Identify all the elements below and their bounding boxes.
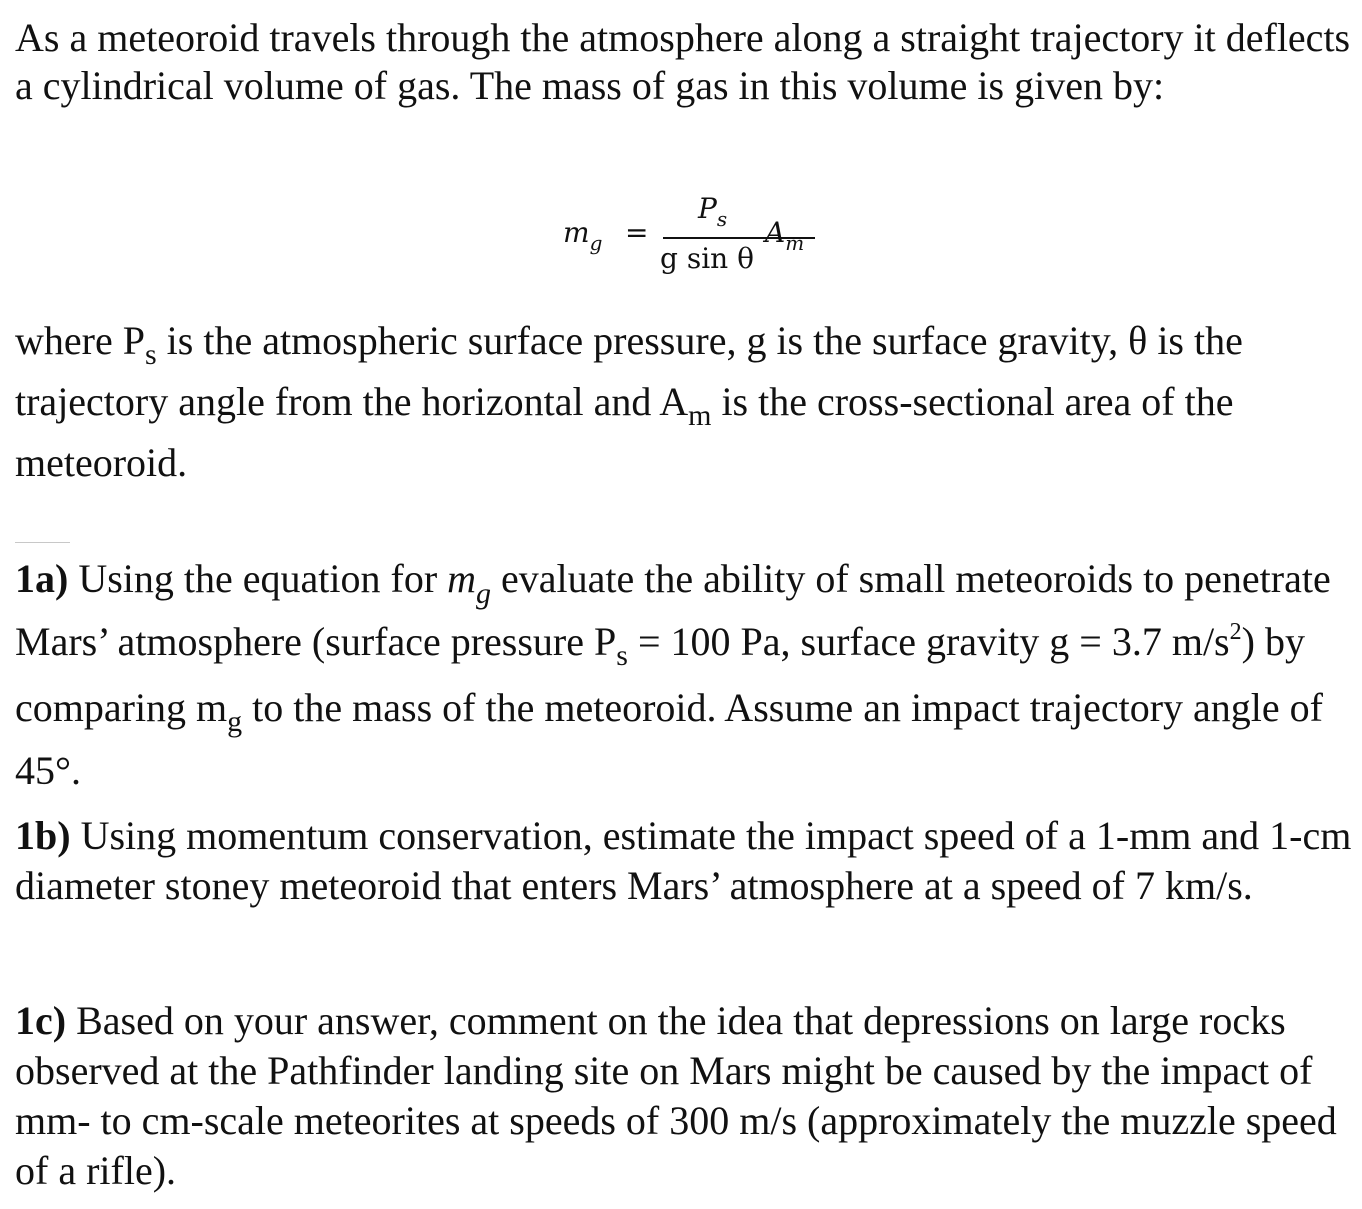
numerator-subscript: s [716, 207, 728, 231]
definitions-paragraph [15, 312, 1355, 491]
divider-line [15, 542, 70, 543]
question-1a-math [447, 556, 492, 610]
equation-denominator: g sin θ [660, 242, 754, 275]
equation-factor [765, 216, 805, 255]
definitions-text-1: where P [15, 318, 145, 363]
question-1c [15, 996, 1355, 1196]
lhs-subscript: g [589, 231, 603, 255]
question-1a-label: 1a) [15, 556, 69, 601]
factor-subscript: m [785, 231, 805, 255]
question-1a-text-3: = 100 Pa, surface gravity g = 3.7 m/s [627, 619, 1230, 664]
question-1b [15, 811, 1355, 911]
intro-paragraph [15, 14, 1355, 110]
equation-numerator [698, 192, 728, 231]
intro-text: As a meteoroid travels through the atmosphere along a straight trajectory it deflects a cylindrical volume of gas. The mass of gas in this volume is given by: [15, 15, 1351, 108]
question-1a-subscript-g: g [227, 705, 243, 738]
equals-sign: = [625, 216, 649, 249]
definitions-text-3: is the cross-sectional area of the meteoroid. [15, 379, 1234, 485]
question-1a-text-5: to the mass of the meteoroid. Assume an impact trajectory angle of 45°. [15, 685, 1323, 793]
question-1a-math-subscript: g [476, 577, 492, 610]
factor-symbol: A [765, 216, 786, 249]
question-1a-superscript: 2 [1229, 619, 1242, 645]
question-1b-text: Using momentum conservation, estimate the impact speed of a 1-mm and 1-cm diameter stoney meteoroid that enters Mars’ atmosphere at a speed of 7 km/s. [15, 813, 1352, 908]
definitions-subscript-s: s [144, 338, 157, 371]
question-1a-text-1: Using the equation for [68, 556, 448, 601]
question-1a [15, 549, 1355, 800]
mass-equation [563, 192, 823, 282]
question-1c-label: 1c) [15, 998, 67, 1043]
question-1a-subscript-s: s [616, 639, 628, 672]
question-1b-label: 1b) [15, 813, 71, 858]
equation-lhs [563, 216, 603, 255]
lhs-symbol: m [563, 216, 590, 249]
question-1c-text: Based on your answer, comment on the idea that depressions on large rocks observed at the Pathfinder landing site on Mars might be caused by the impact of mm- to cm-scale meteorites at speeds of 300 m/s (approximately the muzzle speed of a rifle). [15, 998, 1337, 1193]
question-1a-math-symbol: m [447, 556, 477, 601]
definitions-text-2: is the atmospheric surface pressure, g is the surface gravity, θ is the trajectory angle from the horizontal and A [15, 318, 1243, 424]
definitions-subscript-m: m [688, 399, 712, 432]
numerator-symbol: P [698, 192, 717, 225]
question-1a-text-4: ) by comparing m [15, 619, 1305, 730]
question-1a-text-2: evaluate the ability of small meteoroids to penetrate Mars’ atmosphere (surface pressure P [15, 556, 1331, 664]
